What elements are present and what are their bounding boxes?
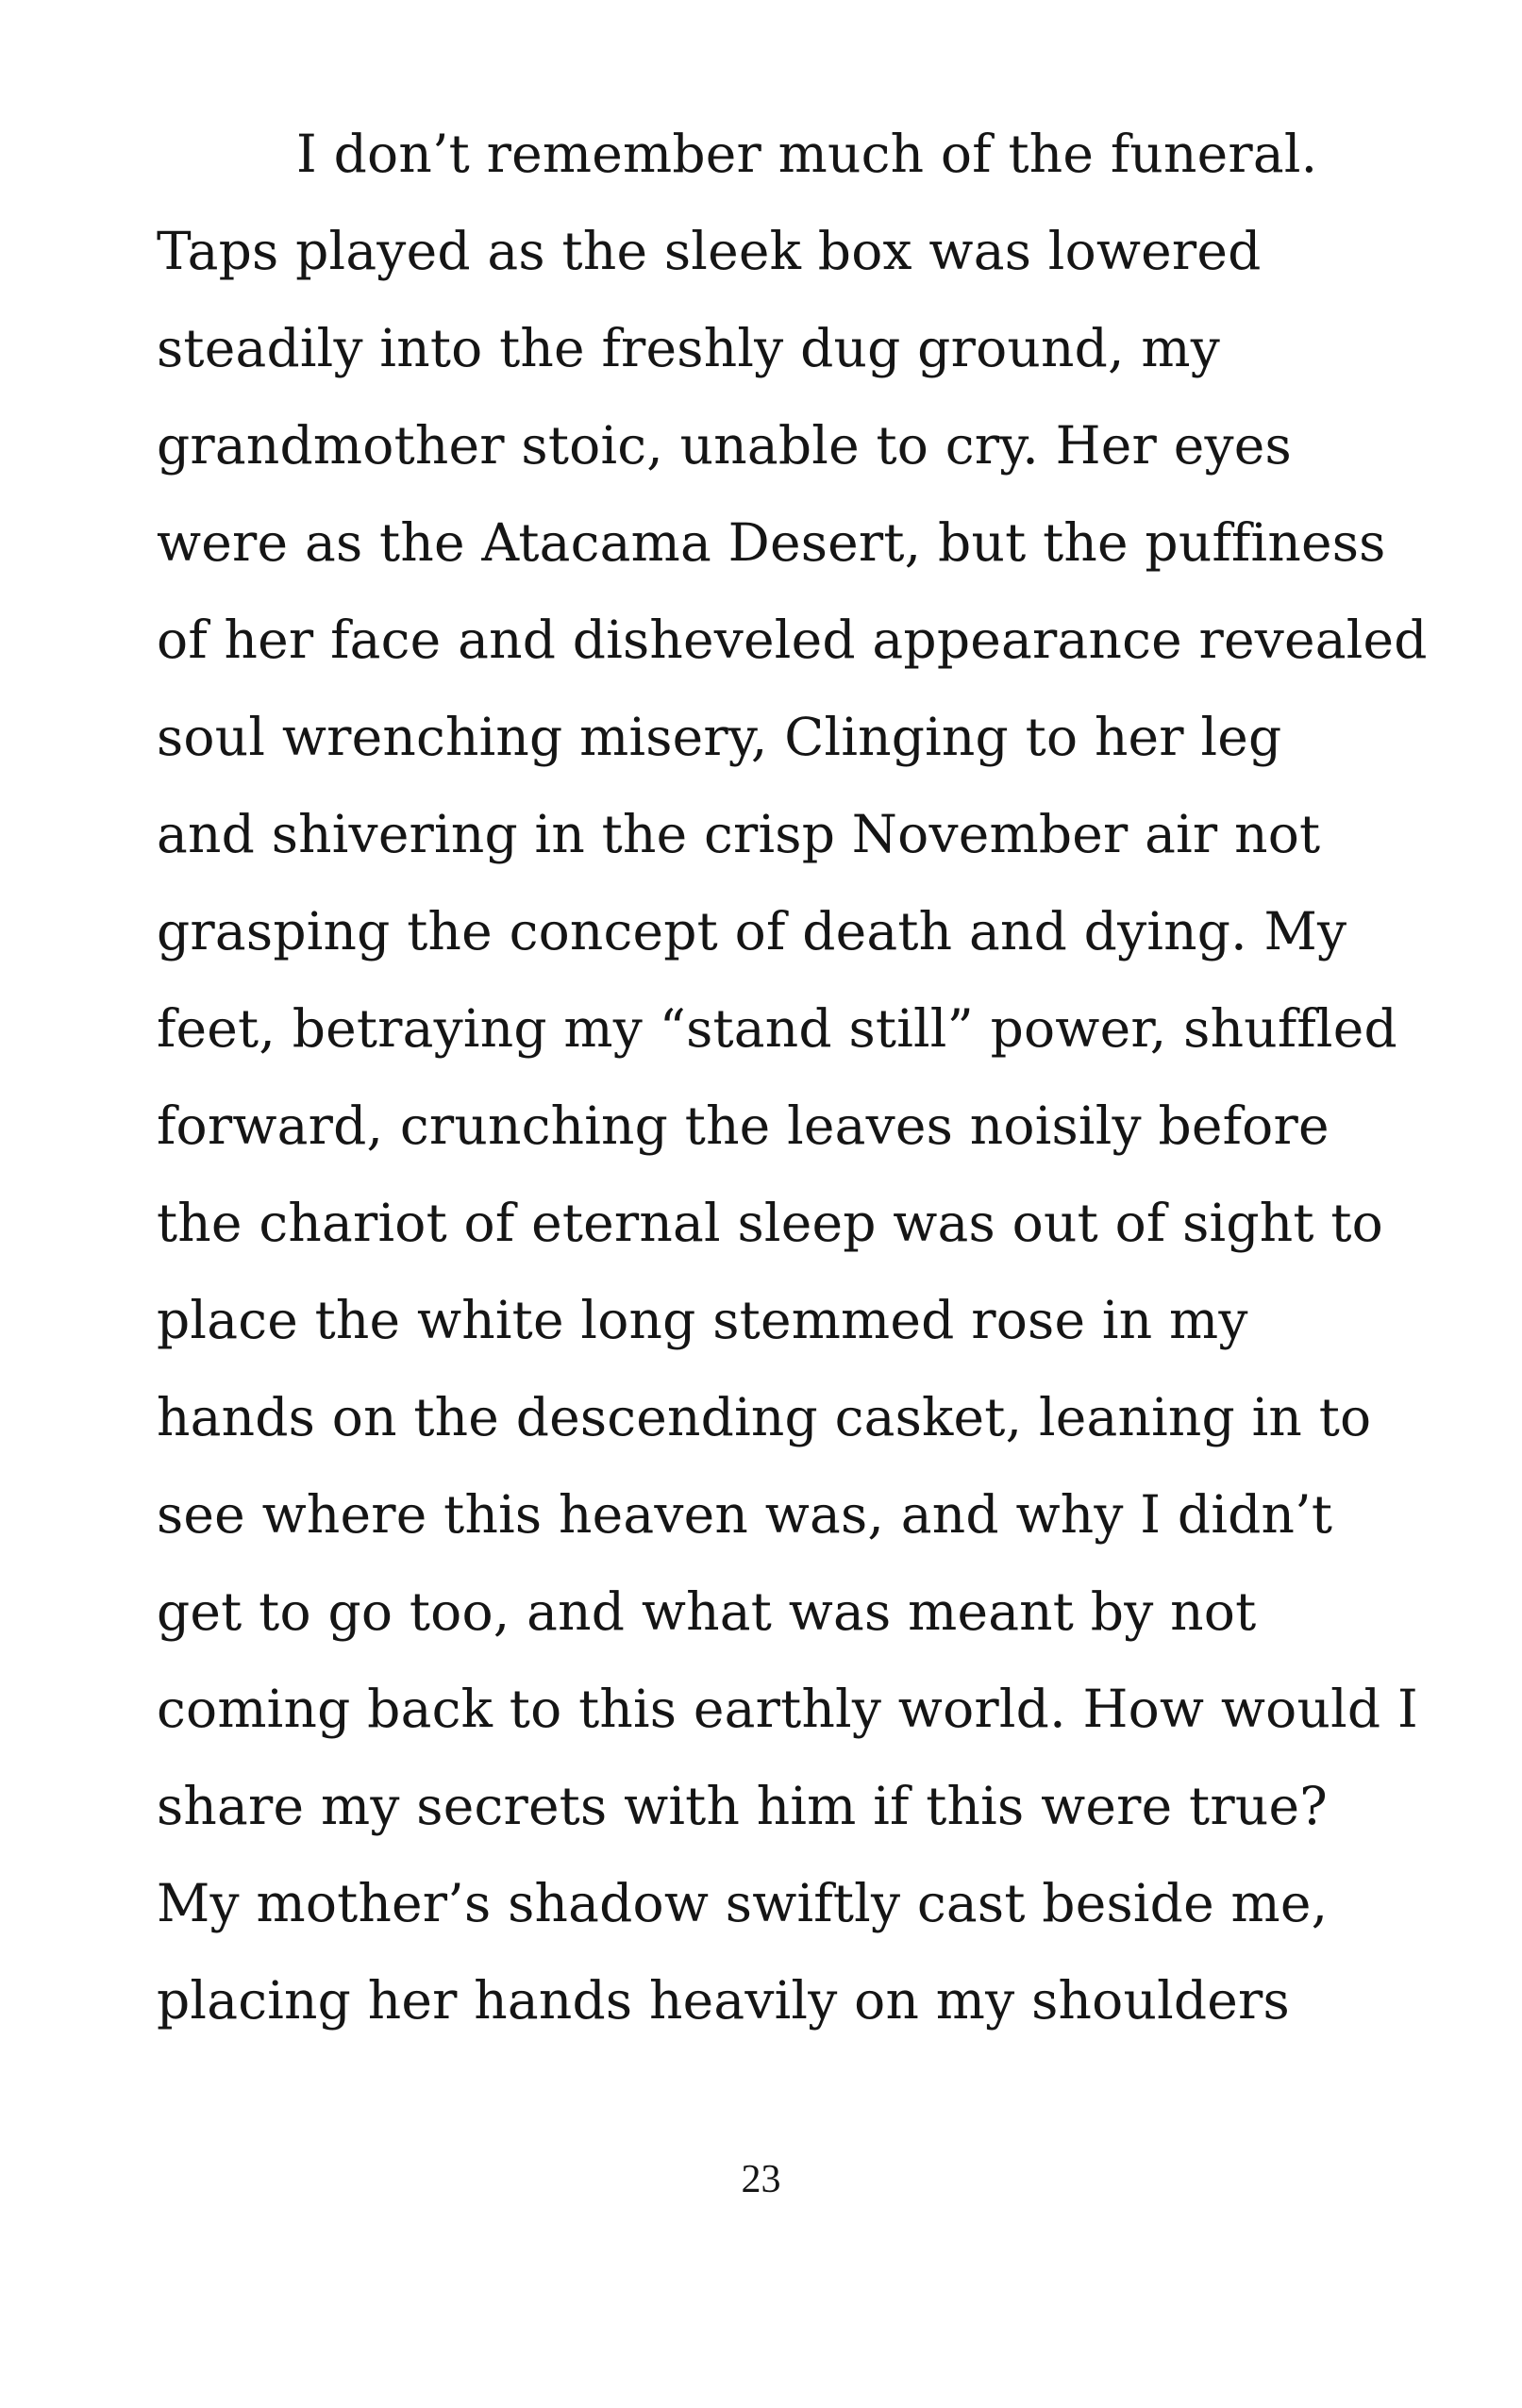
text-line: coming back to this earthly world. How would I [157,1679,1418,1739]
body-text [157,106,1440,2049]
text-line: grasping the concept of death and dying. My [157,901,1347,962]
text-line: grandmother stoic, unable to cry. Her eyes [157,415,1292,476]
text-line: place the white long stemmed rose in my [157,1290,1248,1350]
text-line: forward, crunching the leaves noisily before [157,1095,1330,1156]
text-line: I don’t remember much of the funeral. [296,124,1318,184]
text-line: hands on the descending casket, leaning in to [157,1387,1372,1447]
text-line: share my secrets with him if this were true? [157,1776,1328,1836]
text-line: steadily into the freshly dug ground, my [157,318,1221,378]
text-line: were as the Atacama Desert, but the puffiness [157,512,1386,573]
text-line: My mother’s shadow swiftly cast beside me, [157,1873,1329,1933]
text-line: soul wrenching misery, Clinging to her leg [157,707,1282,767]
page-number: 23 [741,2158,781,2201]
text-line: feet, betraying my “stand still” power, shuffled [157,998,1397,1059]
text-line: see where this heaven was, and why I didn’t [157,1484,1333,1545]
text-line: and shivering in the crisp November air not [157,804,1321,864]
text-line: Taps played as the sleek box was lowered [157,221,1262,281]
text-line: of her face and disheveled appearance revealed [157,610,1428,670]
text-line: get to go too, and what was meant by not [157,1581,1257,1642]
text-line: the chariot of eternal sleep was out of sight to [157,1193,1383,1253]
text-line: placing her hands heavily on my shoulders [157,1970,1290,2031]
